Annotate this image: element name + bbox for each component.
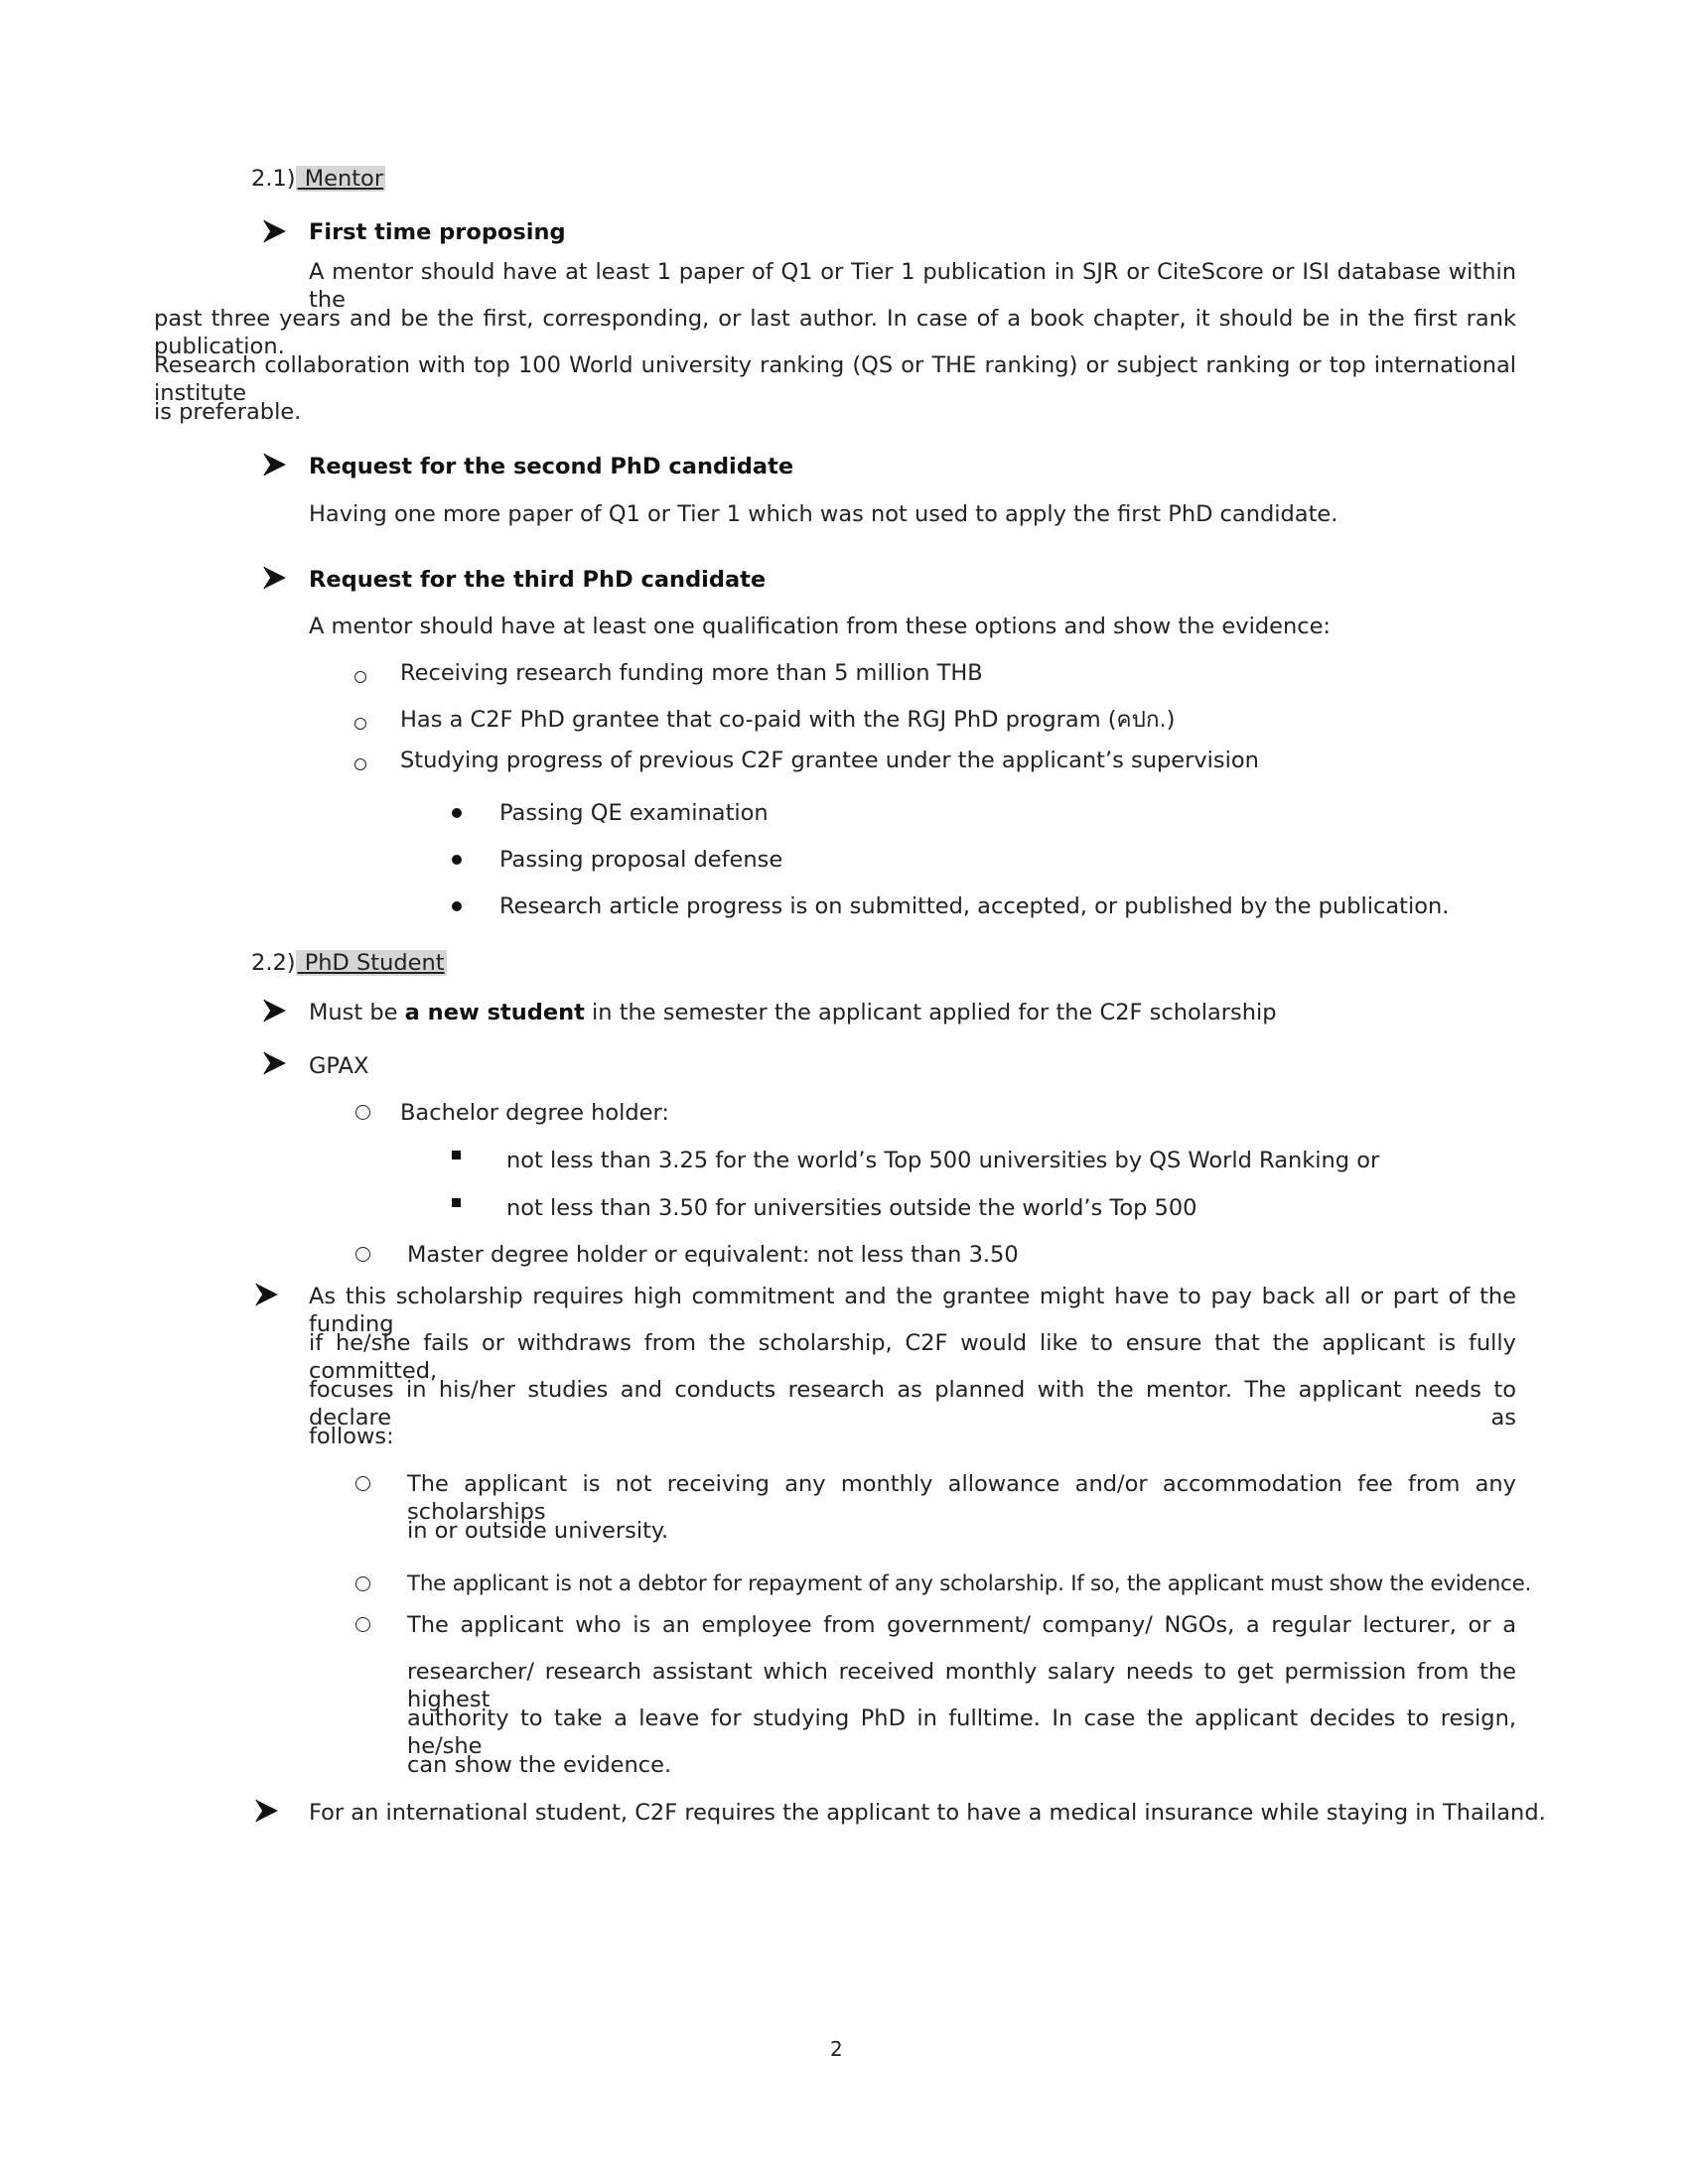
qualification-option: Studying progress of previous C2F grantee under the applicant’s supervision [400,748,1259,773]
new-student-pre: Must be [309,1000,405,1025]
declaration-line: in or outside university. [407,1518,669,1544]
first-time-line: is preferable. [154,399,302,425]
second-candidate-heading: Request for the second PhD candidate [309,454,794,479]
new-student-requirement [309,999,1277,1026]
section-number: 2.1) [251,166,296,192]
square-bullet-icon [452,1151,461,1160]
arrow-bullet-icon [254,1282,280,1307]
circle-bullet-icon [355,1247,370,1262]
dot-bullet-icon [452,808,462,818]
section-heading-mentor [251,165,385,193]
arrow-bullet-icon [262,565,288,591]
commitment-line: if he/she fails or withdraws from the scholarship, C2F would like to ensure that the applicant is fully committed, [309,1330,1516,1384]
page-number: 2 [830,2037,843,2061]
arrow-bullet-icon [262,218,288,244]
international-requirement: For an international student, C2F requires the applicant to have a medical insurance while staying in Thailand. [309,1800,1546,1826]
declaration-line: researcher/ research assistant which received monthly salary needs to get permission from the highest [407,1659,1516,1712]
commitment-line: focuses in his/her studies and conducts research as planned with the mentor. The applicant needs to declare as [309,1377,1516,1431]
circle-bullet-icon [355,1617,370,1632]
dot-bullet-icon [452,901,462,911]
second-candidate-text: Having one more paper of Q1 or Tier 1 which was not used to apply the first PhD candidate. [309,501,1338,527]
circle-bullet-icon [354,718,366,730]
arrow-bullet-icon [262,998,288,1024]
master-requirement: Master degree holder or equivalent: not less than 3.50 [407,1242,1019,1268]
circle-bullet-icon [355,1576,370,1591]
section-number: 2.2) [251,950,296,976]
qualification-option: Has a C2F PhD grantee that co-paid with the RGJ PhD program (คปก.) [400,707,1176,733]
circle-bullet-icon [355,1105,370,1120]
arrow-bullet-icon [262,452,288,478]
first-time-line: Research collaboration with top 100 World university ranking (QS or THE ranking) or subject ranking or top international institute [154,352,1516,406]
commitment-line: follows: [309,1424,394,1449]
new-student-post: in the semester the applicant applied for the C2F scholarship [584,1000,1277,1025]
arrow-bullet-icon [254,1798,280,1824]
declaration-line: The applicant is not receiving any monthly allowance and/or accommodation fee from any scholarships [407,1471,1516,1525]
commitment-line: As this scholarship requires high commitment and the grantee might have to pay back all or part of the funding [309,1284,1516,1337]
progress-item: Research article progress is on submitted, accepted, or published by the publication. [499,893,1450,919]
arrow-bullet-icon [262,1050,288,1076]
progress-item: Passing proposal defense [499,847,783,873]
first-time-line: A mentor should have at least 1 paper of Q1 or Tier 1 publication in SJR or CiteScore or ISI database within the [309,259,1516,313]
circle-bullet-icon [354,671,366,683]
declaration-line: can show the evidence. [407,1752,672,1778]
first-time-line: past three years and be the first, corresponding, or last author. In case of a book chapter, it should be in the first rank publication. [154,306,1516,359]
bachelor-requirement: not less than 3.25 for the world’s Top 500 universities by QS World Ranking or [506,1148,1380,1173]
bachelor-requirement: not less than 3.50 for universities outside the world’s Top 500 [506,1195,1197,1221]
circle-bullet-icon [355,1476,370,1491]
section-heading-phd-student [251,949,447,977]
circle-bullet-icon [354,758,366,770]
declaration-line: The applicant is not a debtor for repayment of any scholarship. If so, the applicant must show the evidence. [407,1571,1532,1596]
dot-bullet-icon [452,855,462,865]
first-time-heading: First time proposing [309,219,566,245]
third-candidate-heading: Request for the third PhD candidate [309,567,767,593]
progress-item: Passing QE examination [499,800,769,826]
declaration-line: authority to take a leave for studying PhD in fulltime. In case the applicant decides to resign, he/she [407,1706,1516,1759]
section-title: PhD Student [297,950,445,976]
section-title: Mentor [297,166,384,192]
bachelor-label: Bachelor degree holder: [400,1100,669,1126]
third-candidate-intro: A mentor should have at least one qualification from these options and show the evidence: [309,614,1332,639]
declaration-line: The applicant who is an employee from government/ company/ NGOs, a regular lecturer, or a [407,1612,1516,1638]
new-student-bold: a new student [404,1000,585,1025]
qualification-option: Receiving research funding more than 5 million THB [400,660,983,686]
square-bullet-icon [452,1198,461,1207]
gpax-label: GPAX [309,1053,369,1079]
